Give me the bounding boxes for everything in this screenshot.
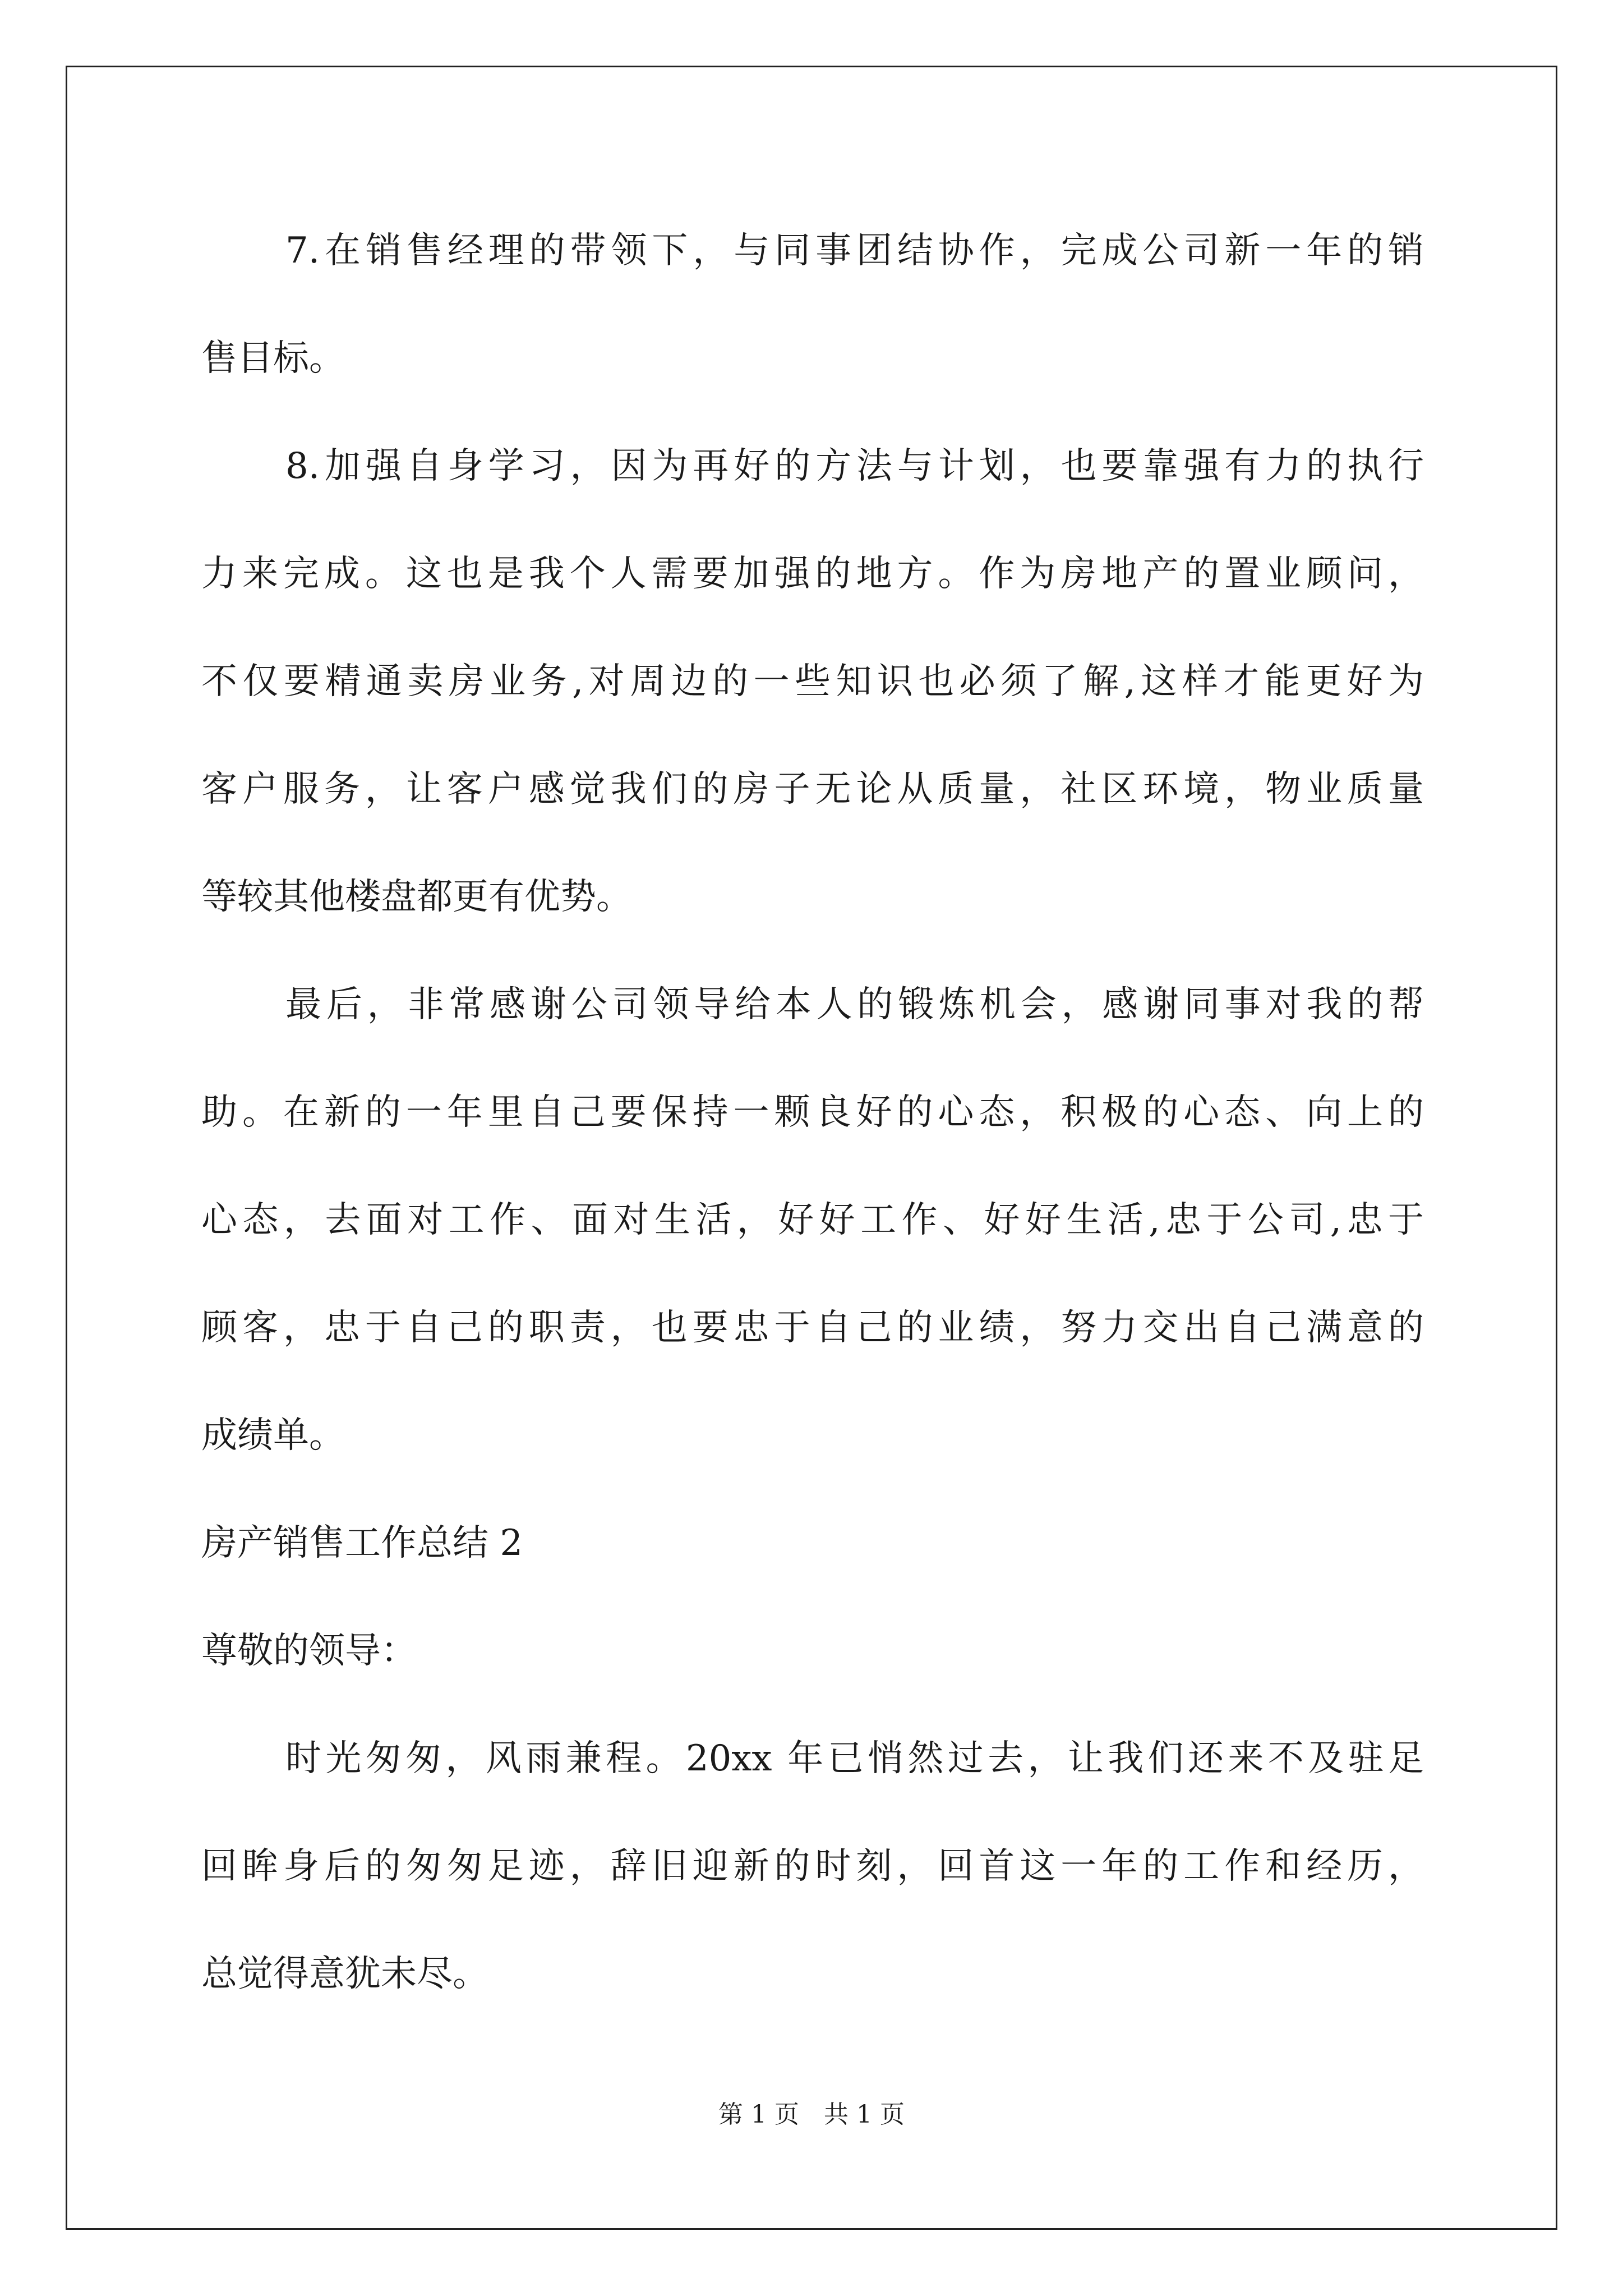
text-line: 8.加强自身学习，因为再好的方法与计划，也要靠强有力的执行 <box>285 445 1424 487</box>
text-line: 助。在新的一年里自己要保持一颗良好的心态，积极的心态、向上的 <box>201 1092 1424 1133</box>
text-line: 不仅要精通卖房业务,对周边的一些知识也必须了解,这样才能更好为 <box>201 661 1424 702</box>
text-line: 回眸身后的匆匆足迹，辞旧迎新的时刻，回首这一年的工作和经历， <box>201 1846 1424 1887</box>
text-line: 最后，非常感谢公司领导给本人的锻炼机会，感谢同事对我的帮 <box>285 984 1424 1025</box>
text-line: 时光匆匆，风雨兼程。20xx 年已悄然过去，让我们还来不及驻足 <box>285 1738 1424 1779</box>
page-border <box>66 66 1557 2230</box>
section-title: 房产销售工作总结 2 <box>201 1522 523 1564</box>
text-line: 心态，去面对工作、面对生活，好好工作、好好生活,忠于公司,忠于 <box>201 1199 1424 1241</box>
page-footer: 第 1 页 共 1 页 <box>718 2100 905 2129</box>
text-line: 等较其他楼盘都更有优势。 <box>201 876 632 918</box>
text-line: 客户服务，让客户感觉我们的房子无论从质量，社区环境，物业质量 <box>201 769 1424 810</box>
text-line: 成绩单。 <box>201 1415 345 1456</box>
text-line: 7.在销售经理的带领下，与同事团结协作，完成公司新一年的销 <box>285 230 1424 272</box>
salutation: 尊敬的领导： <box>201 1630 417 1672</box>
text-line: 力来完成。这也是我个人需要加强的地方。作为房地产的置业顾问， <box>201 553 1424 595</box>
text-line: 总觉得意犹未尽。 <box>201 1953 488 1995</box>
text-line: 顾客，忠于自己的职责，也要忠于自己的业绩，努力交出自己满意的 <box>201 1307 1424 1349</box>
text-line: 售目标。 <box>201 338 345 379</box>
